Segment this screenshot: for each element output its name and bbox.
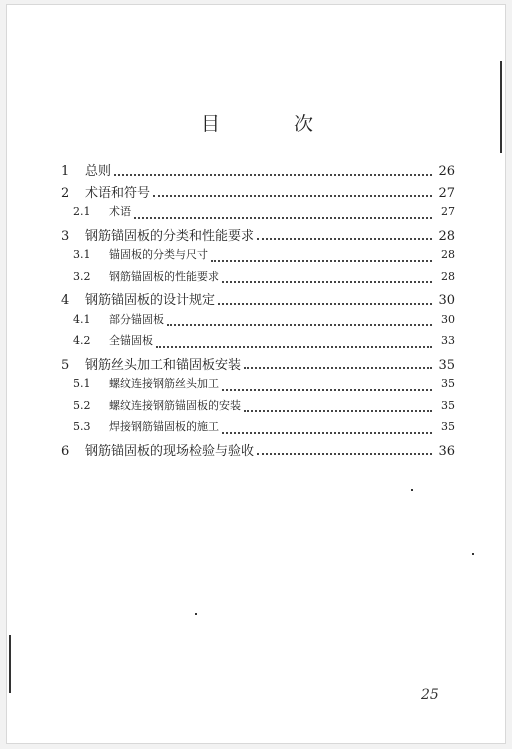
toc-entry-title: 总则 — [85, 164, 112, 179]
toc-entry-page: 30 — [438, 293, 455, 308]
toc-entry[interactable] — [73, 375, 455, 395]
scan-speck — [411, 489, 413, 491]
scan-edge-mark — [9, 635, 11, 693]
toc-entry-number: 4.1 — [73, 312, 91, 326]
toc-entry[interactable] — [73, 268, 455, 288]
toc-entry-number: 3.1 — [73, 248, 91, 261]
toc-title: 目 次 — [200, 113, 348, 135]
toc-entry[interactable] — [61, 225, 455, 245]
toc-entry[interactable] — [73, 397, 455, 417]
toc-leader-dots — [153, 194, 432, 197]
toc-entry-number: 1 — [61, 164, 70, 179]
toc-entry[interactable] — [61, 182, 455, 202]
toc-entry-title: 全锚固板 — [109, 334, 153, 347]
toc-entry-number: 5.3 — [73, 420, 91, 433]
toc-entry-title: 焊接钢筋锚固板的施工 — [109, 420, 219, 433]
toc-entry-number: 4 — [61, 293, 70, 308]
toc-entry-number: 2 — [61, 185, 70, 201]
toc-entry-title: 螺纹连接钢筋丝头加工 — [109, 377, 219, 390]
toc-leader-dots — [222, 280, 432, 283]
toc-leader-dots — [222, 388, 432, 391]
toc-entry-page: 26 — [438, 164, 455, 179]
toc-entry-title: 术语和符号 — [85, 185, 151, 201]
toc-entry-page: 27 — [438, 185, 455, 201]
toc-entry-page: 35 — [438, 357, 455, 373]
table-of-contents — [7, 5, 506, 744]
document-page — [6, 4, 506, 744]
toc-entry-title: 钢筋丝头加工和锚固板安装 — [85, 357, 242, 373]
toc-entry-title: 钢筋锚固板的现场检验与验收 — [85, 443, 255, 459]
toc-entry-page: 35 — [441, 420, 455, 433]
toc-leader-dots — [218, 302, 432, 305]
toc-entry[interactable] — [61, 440, 455, 460]
toc-entry-page: 27 — [441, 205, 455, 218]
toc-entry-title: 钢筋锚固板的设计规定 — [85, 293, 216, 308]
toc-leader-dots — [257, 452, 432, 455]
toc-leader-dots — [257, 237, 432, 240]
toc-entry-title: 螺纹连接钢筋锚固板的安装 — [109, 398, 241, 412]
toc-entry-page: 30 — [441, 312, 455, 326]
toc-entry-title: 钢筋锚固板的性能要求 — [109, 269, 219, 283]
toc-entry-page: 28 — [441, 248, 455, 261]
toc-leader-dots — [244, 366, 432, 369]
toc-leader-dots — [211, 259, 432, 262]
toc-leader-dots — [222, 431, 432, 434]
toc-entry-page: 28 — [438, 228, 455, 244]
toc-entry[interactable] — [73, 203, 455, 223]
toc-entry-page: 33 — [441, 334, 455, 347]
scan-speck — [195, 613, 197, 615]
toc-entry-number: 5 — [61, 357, 70, 373]
toc-entry-page: 36 — [438, 443, 455, 459]
toc-entry[interactable] — [73, 418, 455, 438]
scan-edge-mark — [500, 61, 502, 153]
toc-entry-number: 5.2 — [73, 398, 91, 412]
toc-entry-title: 部分锚固板 — [109, 312, 164, 326]
toc-entry[interactable] — [61, 289, 455, 309]
toc-leader-dots — [244, 409, 432, 412]
toc-entry-page: 28 — [441, 269, 455, 283]
toc-entry-number: 3.2 — [73, 269, 91, 283]
toc-entry[interactable] — [73, 332, 455, 352]
toc-entry[interactable] — [73, 246, 455, 266]
toc-leader-dots — [167, 323, 432, 326]
toc-entry-page: 35 — [441, 398, 455, 412]
toc-entry-title: 钢筋锚固板的分类和性能要求 — [85, 228, 255, 244]
toc-entry-number: 6 — [61, 443, 70, 459]
scan-speck — [472, 553, 474, 555]
toc-entry-number: 5.1 — [73, 377, 91, 390]
toc-entry-page: 35 — [441, 377, 455, 390]
toc-entry-number: 4.2 — [73, 334, 91, 347]
toc-leader-dots — [114, 173, 432, 176]
toc-leader-dots — [134, 216, 432, 219]
toc-entry-number: 2.1 — [73, 205, 91, 218]
toc-entry-number: 3 — [61, 228, 70, 244]
toc-entry[interactable] — [61, 160, 455, 180]
toc-entry-title: 锚固板的分类与尺寸 — [109, 248, 208, 261]
page-number: 25 — [421, 687, 439, 703]
toc-entry[interactable] — [61, 354, 455, 374]
toc-leader-dots — [156, 345, 432, 348]
toc-entry-title: 术语 — [109, 205, 131, 218]
toc-entry[interactable] — [73, 311, 455, 331]
